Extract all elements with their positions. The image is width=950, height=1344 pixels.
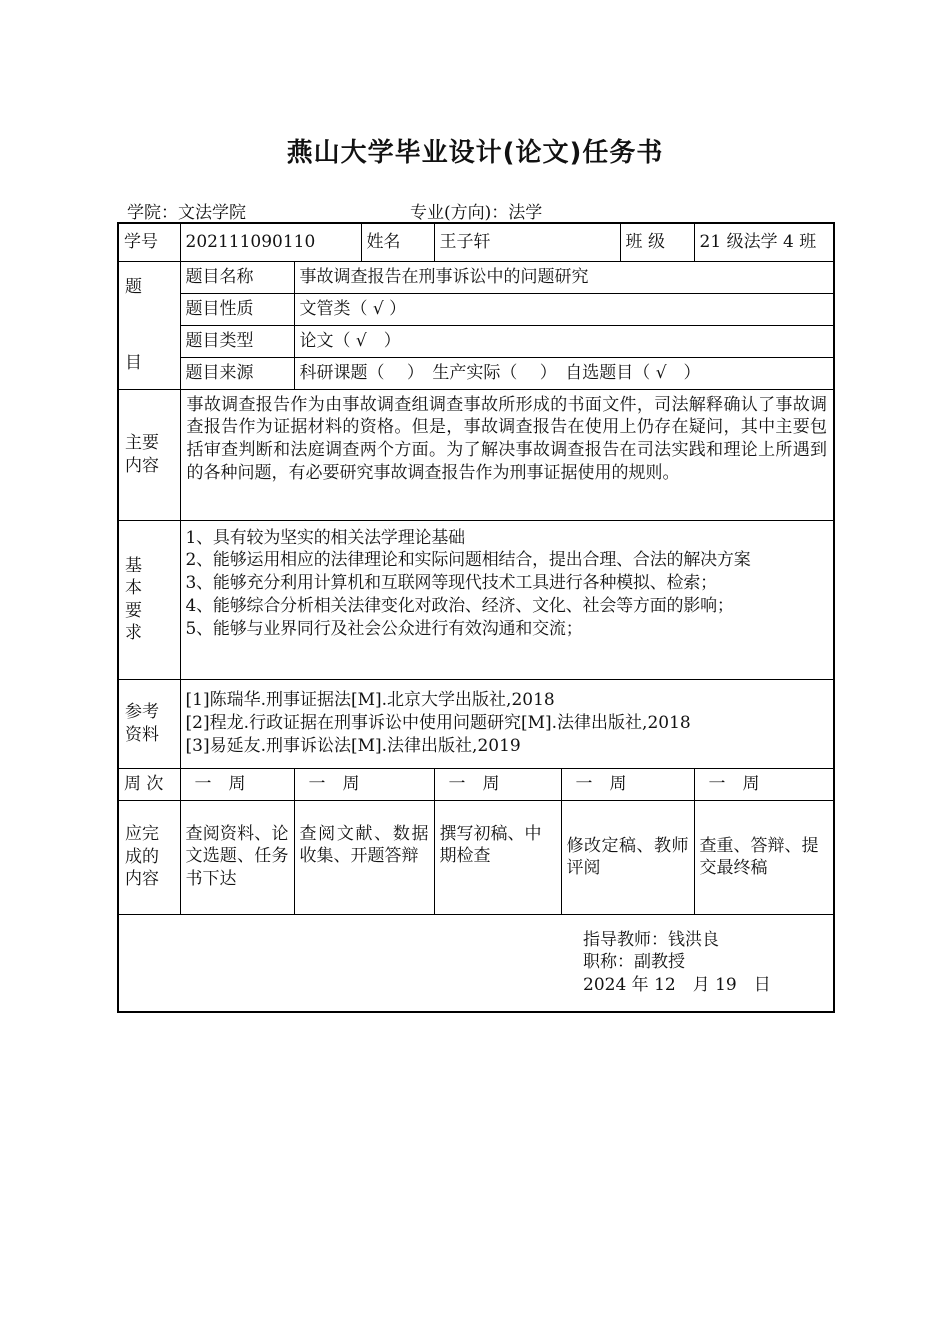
topic-row-value: 科研课题（ ） 生产实际（ ） 自选题目（ √ ） bbox=[294, 357, 834, 389]
topic-row-label: 题目来源 bbox=[180, 357, 294, 389]
topic-row bbox=[118, 293, 834, 325]
major-field: 专业(方向)：法学 bbox=[410, 203, 543, 223]
content-text: 事故调查报告作为由事故调查组调查事故所形成的书面文件，司法解释确认了事故调查报告作为证据材料的资格。但是，事故调查报告在使用上仍存在疑问，其中主要包括审查判断和法庭调查两个方面。为了解决事故调查报告在司法实践和理论上所遇到的各种问题，有必要研究事故调查报告作为刑事证据使用的规则。 bbox=[180, 389, 834, 520]
student-id-label: 学号 bbox=[118, 223, 180, 261]
list-item: 5、能够与业界同行及社会公众进行有效沟通和交流； bbox=[185, 619, 583, 640]
list-item: 4、能够综合分析相关法律变化对政治、经济、文化、社会等方面的影响； bbox=[185, 596, 734, 617]
task-cell: 查阅文献、数据收集、开题答辩 bbox=[294, 800, 434, 914]
task-form-table bbox=[117, 222, 835, 1013]
topic-label-bottom: 目 bbox=[125, 352, 142, 373]
list-item: [3]易延友.刑事诉讼法[M].法律出版社,2019 bbox=[185, 735, 521, 756]
topic-row-value: 事故调查报告在刑事诉讼中的问题研究 bbox=[294, 261, 834, 293]
references-row bbox=[118, 679, 834, 768]
student-name-label: 姓名 bbox=[361, 223, 434, 261]
signature-cell bbox=[118, 914, 834, 1012]
list-item: 1、具有较为坚实的相关法学理论基础 bbox=[185, 527, 465, 548]
topic-row-value: 论文（ √ ） bbox=[294, 325, 834, 357]
week-cell: 一 周 bbox=[434, 768, 561, 800]
advisor-name: 指导教师：钱洪良 bbox=[583, 929, 719, 950]
topic-row-label: 题目名称 bbox=[180, 261, 294, 293]
week-row bbox=[118, 768, 834, 800]
task-row bbox=[118, 800, 834, 914]
topic-row-label: 题目性质 bbox=[180, 293, 294, 325]
topic-row bbox=[118, 261, 834, 293]
topic-row-value: 文管类（ √ ） bbox=[294, 293, 834, 325]
college-field: 学院：文法学院 bbox=[127, 203, 246, 223]
class-value: 21 级法学 4 班 bbox=[694, 223, 834, 261]
task-label: 应完 成的 内容 bbox=[118, 800, 180, 914]
task-cell: 修改定稿、教师评阅 bbox=[561, 800, 694, 914]
topic-row-label: 题目类型 bbox=[180, 325, 294, 357]
week-cell: 一 周 bbox=[180, 768, 294, 800]
list-item: [2]程龙.行政证据在刑事诉讼中使用问题研究[M].法律出版社,2018 bbox=[185, 713, 691, 734]
advisor-rank: 职称：副教授 bbox=[583, 952, 685, 973]
content-row bbox=[118, 389, 834, 520]
topic-row bbox=[118, 357, 834, 389]
student-row bbox=[118, 223, 834, 261]
task-cell: 查阅资料、论文选题、任务书下达 bbox=[180, 800, 294, 914]
list-item: 3、能够充分利用计算机和互联网等现代技术工具进行各种模拟、检索； bbox=[185, 573, 717, 594]
requirements-label: 基 本 要 求 bbox=[118, 520, 180, 679]
week-cell: 一 周 bbox=[294, 768, 434, 800]
topic-section-label bbox=[118, 261, 180, 389]
week-label: 周 次 bbox=[118, 768, 180, 800]
task-cell: 查重、答辩、提交最终稿 bbox=[694, 800, 834, 914]
task-cell: 撰写初稿、中期检查 bbox=[434, 800, 561, 914]
topic-row bbox=[118, 325, 834, 357]
list-item: [1]陈瑞华.刑事证据法[M].北京大学出版社,2018 bbox=[185, 690, 555, 711]
topic-label-top: 题 bbox=[125, 276, 142, 297]
content-label: 主要 内容 bbox=[118, 389, 180, 520]
class-label: 班 级 bbox=[620, 223, 694, 261]
references-list bbox=[180, 679, 834, 768]
requirements-list bbox=[180, 520, 834, 679]
sign-date: 2024 年 12 月 19 日 bbox=[583, 975, 771, 996]
signature-row bbox=[118, 914, 834, 1012]
student-name-value: 王子轩 bbox=[434, 223, 620, 261]
list-item: 2、能够运用相应的法律理论和实际问题相结合，提出合理、合法的解决方案 bbox=[185, 550, 751, 571]
student-id-value: 202111090110 bbox=[180, 223, 361, 261]
references-label: 参考 资料 bbox=[118, 679, 180, 768]
requirements-row bbox=[118, 520, 834, 679]
week-cell: 一 周 bbox=[694, 768, 834, 800]
week-cell: 一 周 bbox=[561, 768, 694, 800]
page-title: 燕山大学毕业设计(论文)任务书 bbox=[286, 138, 664, 168]
